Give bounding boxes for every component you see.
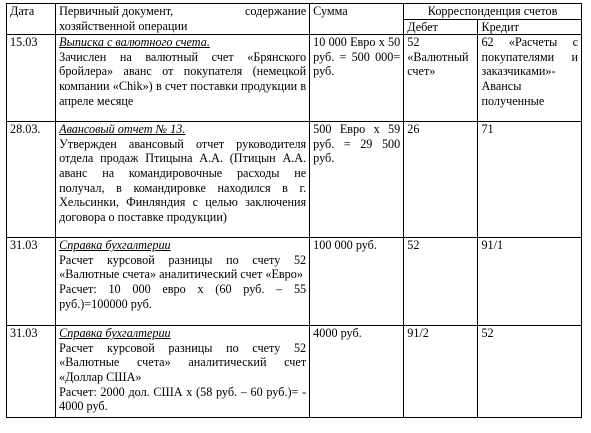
row-date: 15.03	[7, 35, 56, 122]
document-body: Утвержден авансовый отчет руководителя отдела продаж Птицына А.А. (Птицын А.А. аванс на командировочные расходы не получал, в командировке находился в г. Хельсинки, Финляндия с целью заключения договора о поставке продукции)	[59, 136, 307, 224]
row-document	[56, 35, 310, 122]
header-document-line1-b: содержание	[245, 4, 307, 18]
document-calculation: Расчет: 2000 дол. США х (58 руб. – 60 руб.)= - 4000 руб.	[59, 384, 307, 414]
header-document-line2: хозяйственной операции	[59, 18, 188, 33]
row-sum-text: 500 Евро х 59 руб. = 29 500 руб.	[313, 122, 401, 166]
document-title: Справка бухгалтерии	[59, 238, 171, 253]
row-sum: 4000 руб.	[310, 326, 404, 418]
header-document-line1-a: Первичный документ,	[59, 4, 174, 18]
document-body: Расчет курсовой разницы по счету 52 «Валютные счета» аналитический счет «Доллар США»	[59, 340, 307, 384]
header-document	[56, 4, 310, 35]
row-document	[56, 122, 310, 238]
row-sum-text: 10 000 Евро х 50 руб. = 500 000= руб.	[313, 35, 401, 79]
header-credit: Кредит	[478, 19, 582, 35]
row-date: 31.03	[7, 326, 56, 418]
document-title: Выписка с валютного счета.	[59, 35, 210, 50]
header-date: Дата	[7, 4, 56, 35]
row-document	[56, 238, 310, 326]
document-body: Зачислен на валютный счет «Брянского бройлера» аванс от покупателя (немецкой компании «Chik») в счет поставки продукции в апреле месяце	[59, 49, 307, 108]
document-title: Авансовый отчет № 13.	[59, 122, 186, 137]
row-document	[56, 326, 310, 418]
row-sum: 100 000 руб.	[310, 238, 404, 326]
header-correspondence: Корреспонденция счетов	[404, 4, 582, 20]
row-date: 28.03.	[7, 122, 56, 238]
document-title: Справка бухгалтерии	[59, 326, 171, 341]
header-sum: Сумма	[310, 4, 404, 35]
row-credit: 71	[478, 122, 582, 238]
header-debit: Дебет	[404, 19, 478, 35]
table-row	[7, 122, 582, 238]
row-date: 31.03	[7, 238, 56, 326]
table-row	[7, 326, 582, 418]
row-credit: 91/1	[478, 238, 582, 326]
row-credit	[478, 35, 582, 122]
row-debit: 52	[404, 238, 478, 326]
row-debit: 26	[404, 122, 478, 238]
row-sum	[310, 122, 404, 238]
row-credit: 52	[478, 326, 582, 418]
row-credit-text: 62 «Расчеты с покупателями и заказчиками»- Авансы полученные	[481, 35, 578, 108]
row-debit-text: 52 «Валютный счет»	[407, 35, 469, 79]
document-body: Расчет курсовой разницы по счету 52 «Валютные счета» аналитический счет «Евро»	[59, 252, 307, 282]
header-document-line1	[59, 4, 306, 19]
row-sum	[310, 35, 404, 122]
row-debit: 91/2	[404, 326, 478, 418]
row-debit	[404, 35, 478, 122]
table-row	[7, 35, 582, 122]
ledger-table	[6, 3, 582, 418]
table-row	[7, 238, 582, 326]
header-row	[7, 4, 582, 20]
document-calculation: Расчет: 10 000 евро х (60 руб. – 55 руб.)=100000 руб.	[59, 281, 307, 311]
